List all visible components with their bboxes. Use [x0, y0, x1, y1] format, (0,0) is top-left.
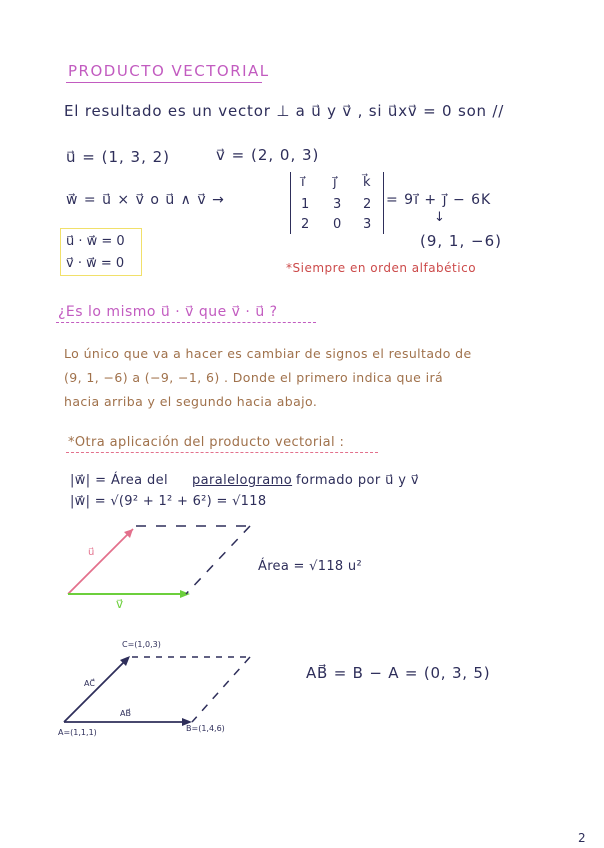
- det-cell: 2: [301, 217, 310, 232]
- vector-ac-arrow: [64, 658, 128, 722]
- page-title: PRODUCTO VECTORIAL: [68, 62, 270, 80]
- fig1-v-label: v⃗: [116, 597, 124, 611]
- det-cell: 3: [363, 217, 372, 232]
- page-number: 2: [578, 831, 586, 845]
- parallelogram-edge: [192, 657, 250, 722]
- fig1-u-label: u⃗: [88, 547, 95, 558]
- vector-w-definition: w⃗ = u⃗ × v⃗ o u⃗ ∧ v⃗ →: [66, 192, 225, 208]
- ab-formula: AB⃗ = B − A = (0, 3, 5): [306, 664, 491, 682]
- section-heading: *Otra aplicación del producto vectorial :: [68, 435, 345, 450]
- result-statement: El resultado es un vector ⊥ a u⃗ y v⃗ , si u⃗xv⃗ = 0 son //: [64, 102, 505, 120]
- vector-v-definition: v⃗ = (2, 0, 3): [216, 146, 320, 164]
- vector-ac-label: AC⃗: [84, 679, 95, 688]
- vector-ab-label: AB⃗: [120, 709, 131, 718]
- det-cell: 2: [363, 197, 372, 212]
- alphabetical-note: *Siempre en orden alfabético: [286, 261, 477, 275]
- answer-line: Lo único que va a hacer es cambiar de signos el resultado de: [64, 346, 472, 361]
- area-definition-end: formado por u⃗ y v⃗: [296, 473, 419, 488]
- question-heading: ¿Es lo mismo u⃗ · v⃗ que v⃗ · u⃗ ?: [58, 304, 278, 320]
- answer-line: (9, 1, −6) a (−9, −1, 6) . Donde el primero indica que irá: [64, 370, 444, 385]
- point-c-label: C=(1,0,3): [122, 640, 161, 649]
- dot-product-u-w: u⃗ · w⃗ = 0: [66, 234, 125, 249]
- answer-line: hacia arriba y el segundo hacia abajo.: [64, 394, 318, 409]
- area-calculation: |w⃗| = √(9² + 1² + 6²) = √118: [70, 494, 267, 509]
- det-cell: 0: [333, 217, 342, 232]
- vector-v-arrowhead: [180, 590, 190, 598]
- area-definition-underlined: paralelogramo: [192, 473, 293, 488]
- det-cell: j⃗: [333, 175, 337, 190]
- determinant-result: = 9i⃗ + j⃗ − 6K: [386, 192, 492, 208]
- det-cell: 3: [333, 197, 342, 212]
- parallelogram-edge: [186, 526, 250, 594]
- det-cell: 1: [301, 197, 310, 212]
- down-arrow: ↓: [434, 210, 445, 225]
- vector-w-result: (9, 1, −6): [420, 232, 502, 250]
- vector-u-definition: u⃗ = (1, 3, 2): [66, 148, 171, 166]
- point-a-label: A=(1,1,1): [58, 728, 97, 737]
- det-cell: k⃗: [363, 175, 371, 190]
- vector-u-arrow: [68, 529, 133, 594]
- area-value: Área = √118 u²: [258, 559, 362, 574]
- dot-product-v-w: v⃗ · w⃗ = 0: [66, 256, 125, 271]
- area-definition-start: |w⃗| = Área del: [70, 473, 169, 488]
- det-cell: i⃗: [301, 175, 305, 190]
- point-b-label: B=(1,4,6): [186, 724, 225, 733]
